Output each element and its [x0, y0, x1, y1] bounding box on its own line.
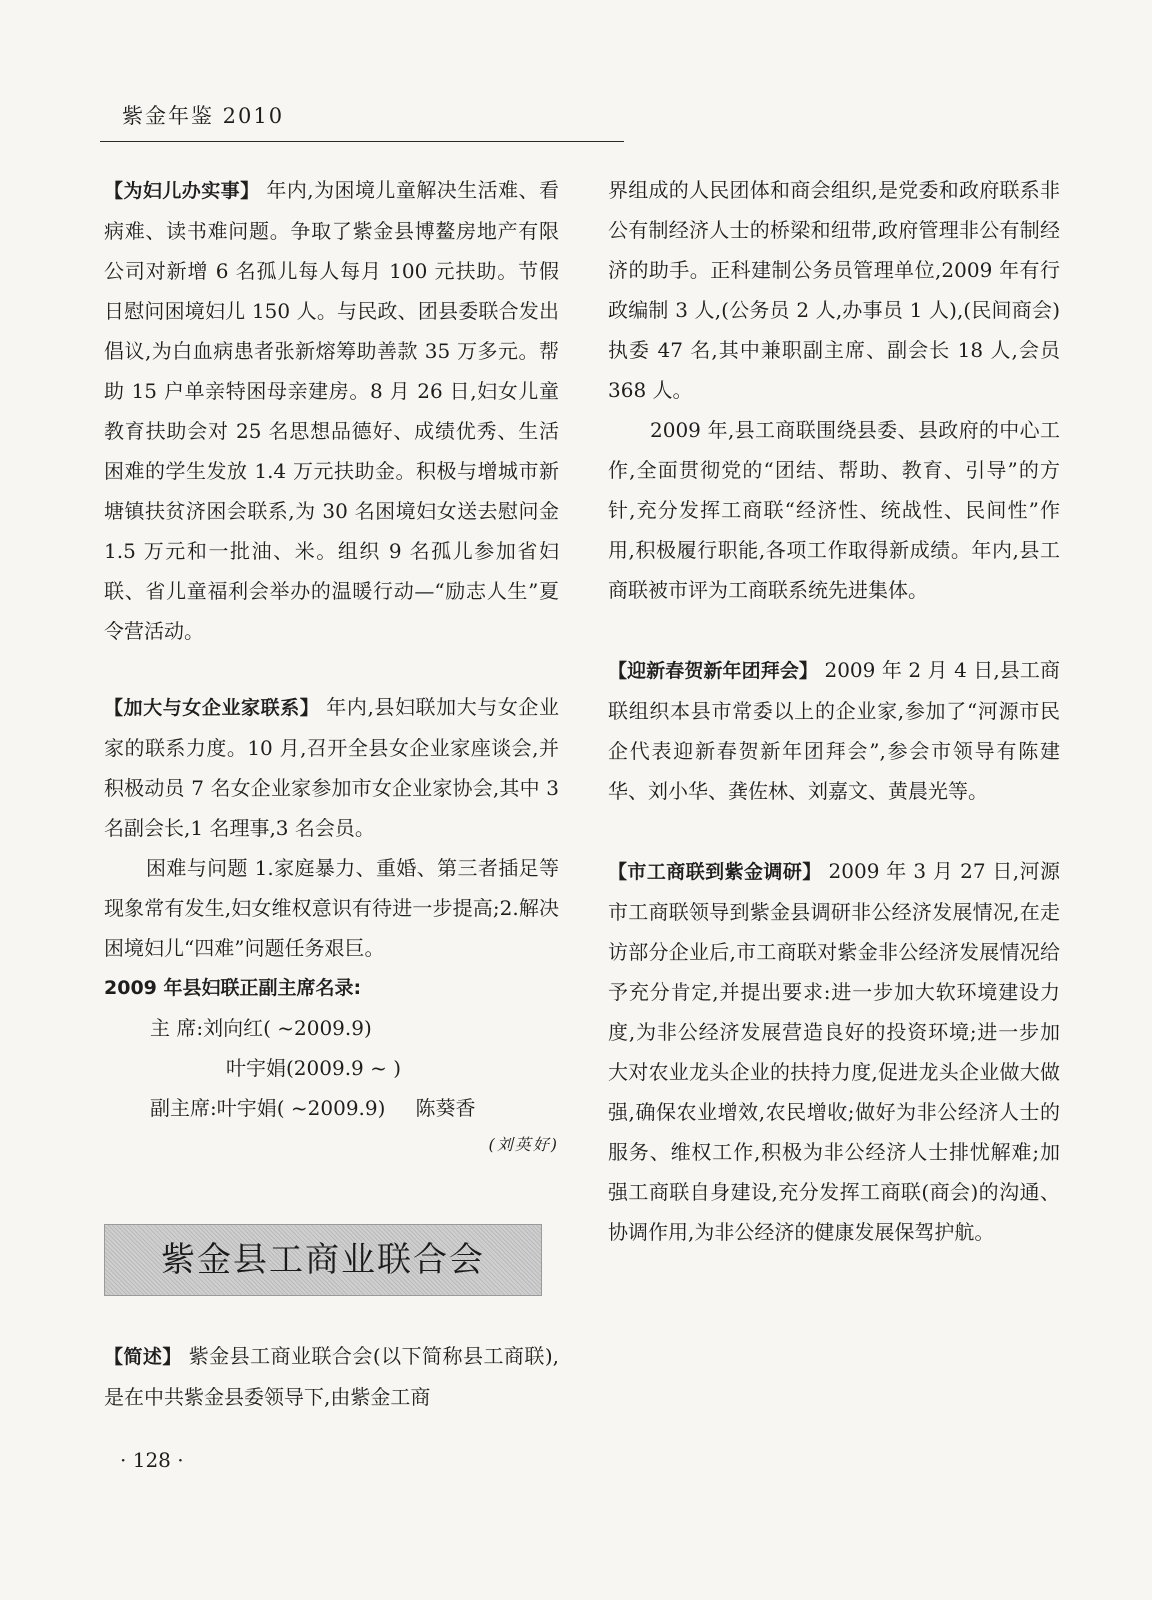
- section-tag: 【加大与女企业家联系】: [104, 697, 320, 719]
- paragraph-2009-work: 2009 年,县工商联围绕县委、县政府的中心工作,全面贯彻党的“团结、帮助、教育、引导”的方针,充分发挥工商联“经济性、统战性、民间性”作用,积极履行职能,各项工作取得新成绩。年内,县工商联被市评为工商联系统先进集体。: [608, 418, 1060, 602]
- running-head: 紫金年鉴 2010: [122, 104, 285, 128]
- leaders-list-chair-2: 叶宇娟(2009.9 ~ ): [226, 1056, 402, 1080]
- paragraph-text: 年内,为困境儿童解决生活难、看病难、读书难问题。争取了紫金县博鳌房地产有限公司对新增 6 名孤儿每人每月 100 元扶助。节假日慰问困境妇儿 150 人。与民政、团县委联合发出倡议,为白血病患者张新熔筹助善款 35 万多元。帮助 15 户单亲特困母亲建房。8 月 26 日,妇女儿童教育扶助会对 25 名思想品德好、成绩优秀、生活困难的学生发放 1.4 万元扶助金。积极与增城市新塘镇扶贫济困会联系,为 30 名困境妇女送去慰问金 1.5 万元和一批油、米。组织 9 名孤儿参加省妇联、省儿童福利会举办的温暖行动—“励志人生”夏令营活动。: [104, 178, 559, 643]
- paragraph-women-entrepreneurs: [104, 687, 559, 848]
- paragraph-overview: [104, 1336, 559, 1417]
- vice-chair-entry-2: 陈葵香: [415, 1096, 476, 1120]
- paragraph-difficulties: 困难与问题 1.家庭暴力、重婚、第三者插足等现象常有发生,妇女维权意识有待进一步提高;2.解决困境妇儿“四难”问题任务艰巨。: [104, 856, 559, 960]
- paragraph-overview-continued: 界组成的人民团体和商会组织,是党委和政府联系非公有制经济人士的桥梁和纽带,政府管理非公有制经济的助手。正科建制公务员管理单位,2009 年有行政编制 3 人,(公务员 2 人,办事员 1 人),(民间商会)执委 47 名,其中兼职副主席、副会长 18 人,会员 368 人。: [608, 178, 1060, 402]
- left-column: [104, 170, 559, 1417]
- leaders-list-title: 2009 年县妇联正副主席名录:: [104, 977, 362, 999]
- section-banner: [104, 1224, 542, 1296]
- section-tag: 【简述】: [104, 1346, 182, 1368]
- author-credit: (刘英好): [488, 1135, 559, 1154]
- header-rule: [100, 141, 624, 142]
- right-column: [608, 170, 1060, 1252]
- paragraph-text: 紫金县工商业联合会(以下简称县工商联),是在中共紫金县委领导下,由紫金工商: [104, 1344, 559, 1409]
- leaders-list-vice-chair: [104, 1088, 559, 1128]
- vice-chair-entry: 副主席:叶宇娟( ~2009.9): [150, 1096, 386, 1120]
- paragraph-text: 2009 年 2 月 4 日,县工商联组织本县市常委以上的企业家,参加了“河源市民企代表迎新春贺新年团拜会”,参会市领导有陈建华、刘小华、龚佐林、刘嘉文、黄晨光等。: [608, 658, 1060, 803]
- paragraph-new-year-gathering: [608, 650, 1060, 811]
- section-tag: 【为妇儿办实事】: [104, 180, 260, 202]
- section-tag: 【市工商联到紫金调研】: [608, 861, 822, 883]
- page-number: · 128 ·: [120, 1448, 184, 1472]
- paragraph-women-children-affairs: [104, 170, 559, 651]
- paragraph-text: 年内,县妇联加大与女企业家的联系力度。10 月,召开全县女企业家座谈会,并积极动员 7 名女企业家参加市女企业家协会,其中 3 名副会长,1 名理事,3 名会员。: [104, 695, 559, 840]
- paragraph-text: 2009 年 3 月 27 日,河源市工商联领导到紫金县调研非公经济发展情况,在走访部分企业后,市工商联对紫金非公经济发展情况给予充分肯定,并提出要求:进一步加大软环境建设力度,为非公经济发展营造良好的投资环境;进一步加大对农业龙头企业的扶持力度,促进龙头企业做大做强,确保农业增效,农民增收;做好为非公经济人士的服务、维权工作,积极为非公经济人士排忧解难;加强工商联自身建设,充分发挥工商联(商会)的沟通、协调作用,为非公经济的健康发展保驾护航。: [608, 859, 1061, 1244]
- section-tag: 【迎新春贺新年团拜会】: [608, 660, 819, 682]
- leaders-list-chair: 主 席:刘向红( ~2009.9): [150, 1016, 372, 1040]
- section-title: 紫金县工商业联合会: [161, 1240, 485, 1280]
- paragraph-city-research: [608, 851, 1060, 1252]
